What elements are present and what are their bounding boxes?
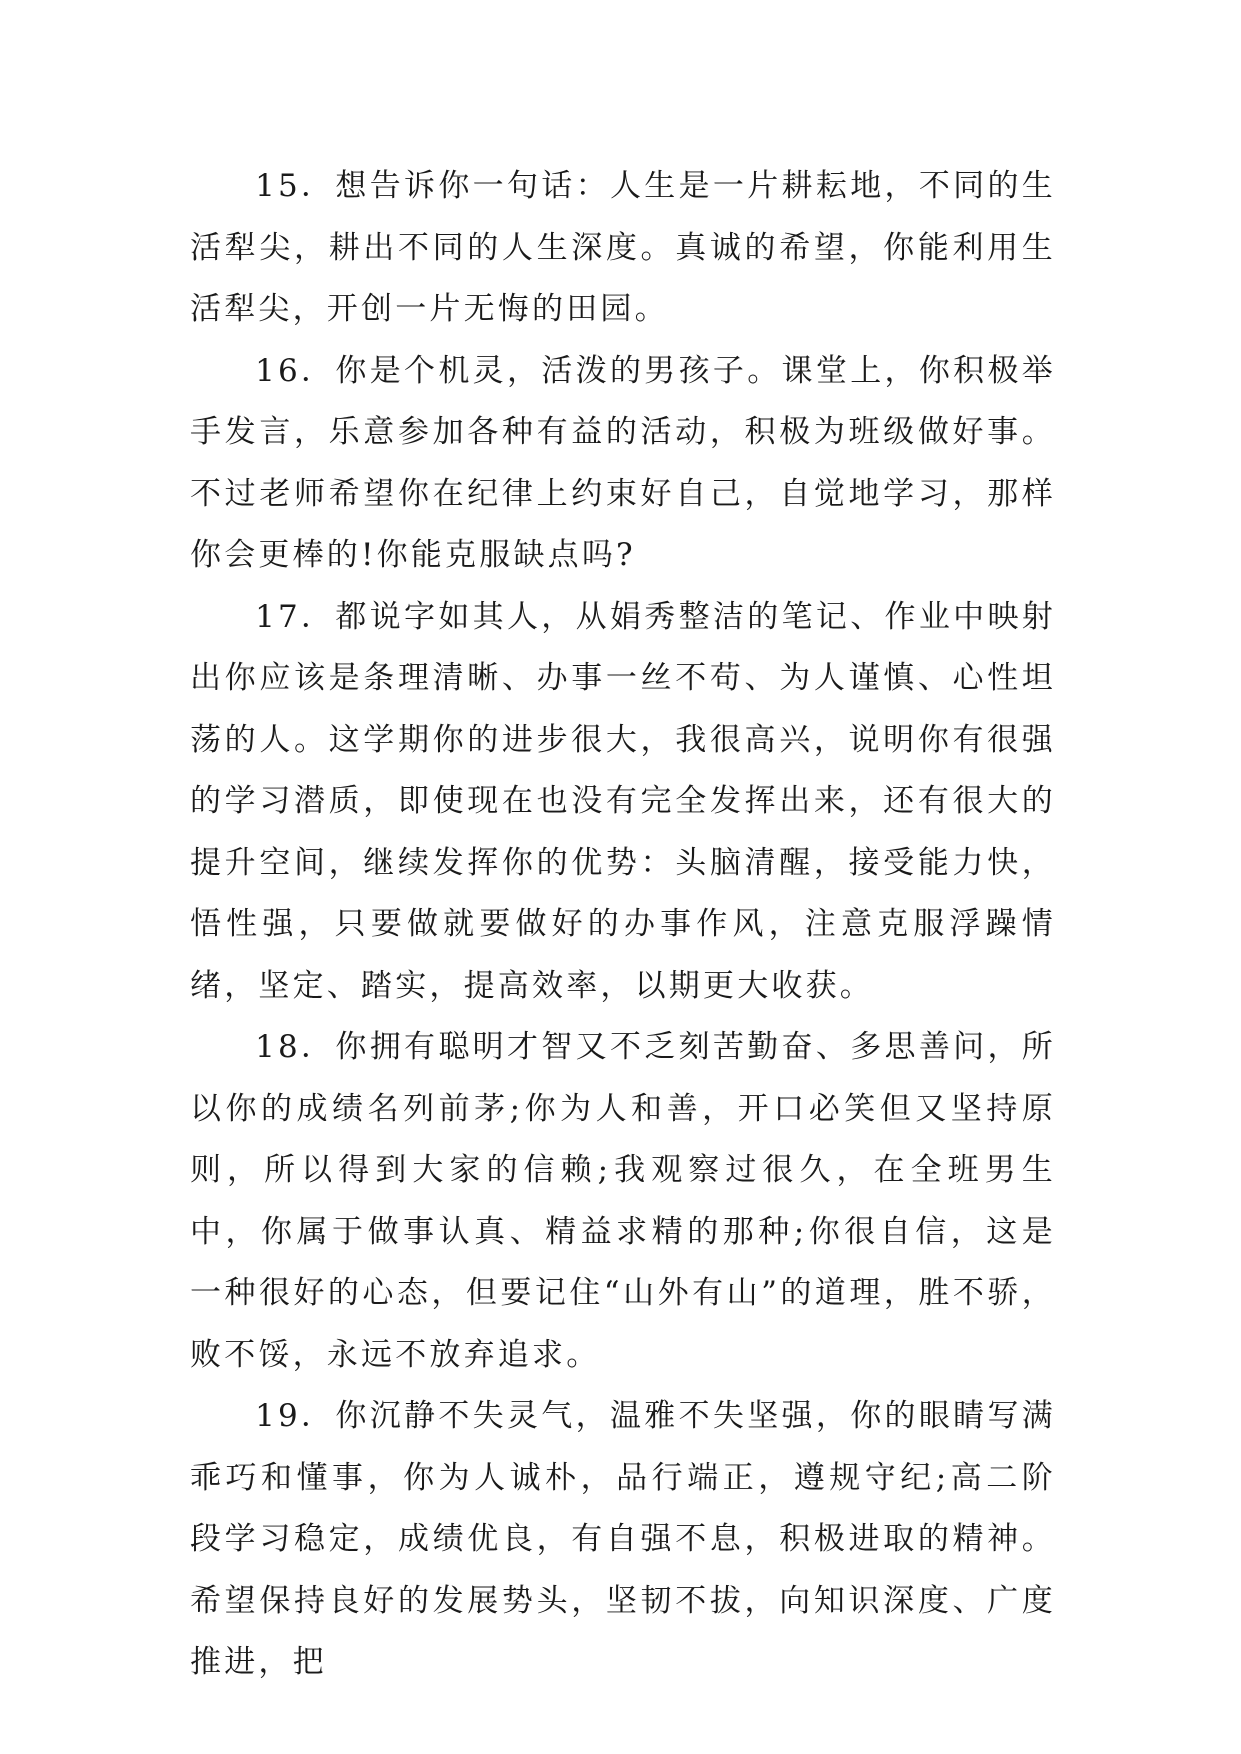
paragraph-18: 18．你拥有聪明才智又不乏刻苦勤奋、多思善问，所以你的成绩名列前茅;你为人和善，开口必笑但又坚持原则，所以得到大家的信赖;我观察过很久，在全班男生中，你属于做事认真、精益求精的那种;你很自信，这是一种很好的心态，但要记住“山外有山”的道理，胜不骄，败不馁，永远不放弃追求。	[190, 1029, 1056, 1373]
paragraph-17: 17．都说字如其人，从娟秀整洁的笔记、作业中映射出你应该是条理清晰、办事一丝不苟、为人谨慎、心性坦荡的人。这学期你的进步很大，我很高兴，说明你有很强的学习潜质，即使现在也没有完全发挥出来，还有很大的提升空间，继续发挥你的优势：头脑清醒，接受能力快，悟性强，只要做就要做好的办事作风，注意克服浮躁情绪，坚定、踏实，提高效率，以期更大收获。	[190, 598, 1056, 1004]
document-page	[190, 156, 1056, 1694]
paragraph-15: 15．想告诉你一句话：人生是一片耕耘地，不同的生活犁尖，耕出不同的人生深度。真诚的希望，你能利用生活犁尖，开创一片无悔的田园。	[190, 168, 1056, 327]
paragraph-19: 19．你沉静不失灵气，温雅不失坚强，你的眼睛写满乖巧和懂事，你为人诚朴，品行端正，遵规守纪;高二阶段学习稳定，成绩优良，有自强不息，积极进取的精神。希望保持良好的发展势头，坚韧不拔，向知识深度、广度推进，把	[190, 1398, 1056, 1680]
paragraph-16: 16．你是个机灵，活泼的男孩子。课堂上，你积极举手发言，乐意参加各种有益的活动，积极为班级做好事。不过老师希望你在纪律上约束好自己，自觉地学习，那样你会更棒的!你能克服缺点吗?	[190, 352, 1056, 573]
